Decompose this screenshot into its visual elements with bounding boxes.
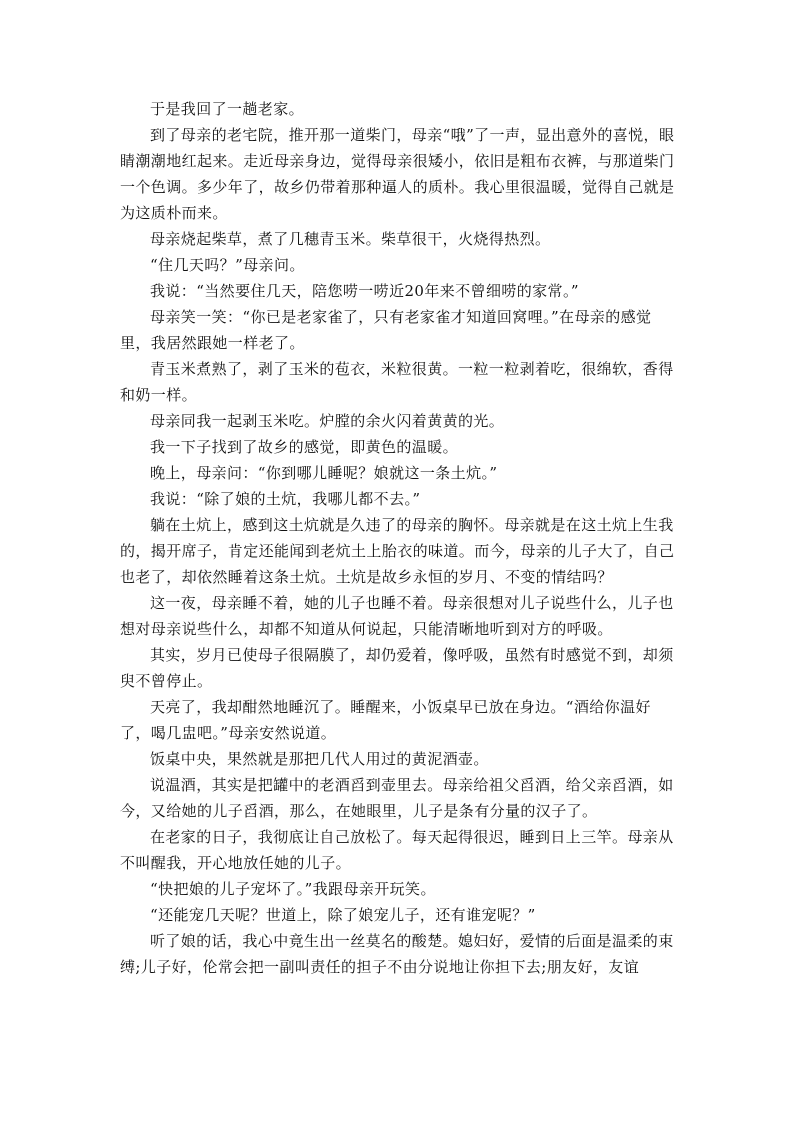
paragraph-15: 天亮了，我却酣然地睡沉了。睡醒来，小饭桌早已放在身边。“酒给你温好了，喝几盅吧。”母亲安然说道。: [120, 698, 651, 742]
paragraph-10: 晚上，母亲问：“你到哪儿睡呢？娘就这一条土炕。”: [150, 464, 498, 482]
paragraph-18: 在老家的日子，我彻底让自己放松了。每天起得很迟，睡到日上三竿。母亲从不叫醒我，开心地放任她的儿子。: [120, 828, 674, 872]
paragraph-20: “还能宠几天呢？世道上，除了娘宠儿子，还有谁宠呢？”: [150, 906, 536, 924]
paragraph-21: 听了娘的话，我心中竟生出一丝莫名的酸楚。媳妇好，爱情的后面是温柔的束缚;儿子好，伦常会把一副叫责任的担子不由分说地让你担下去;朋友好，友谊: [120, 932, 674, 976]
paragraph-13: 这一夜，母亲睡不着，她的儿子也睡不着。母亲很想对儿子说些什么，儿子也想对母亲说些什么，却都不知道从何说起，只能清晰地听到对方的呼吸。: [120, 594, 674, 638]
paragraph-7: 青玉米煮熟了，剥了玉米的苞衣，米粒很黄。一粒一粒剥着吃，很绵软，香得和奶一样。: [120, 360, 674, 404]
paragraph-4: “住几天吗？”母亲问。: [150, 256, 305, 274]
paragraph-3: 母亲烧起柴草，煮了几穗青玉米。柴草很干，火烧得热烈。: [150, 230, 551, 248]
paragraph-9: 我一下子找到了故乡的感觉，即黄色的温暖。: [150, 438, 459, 456]
paragraph-12: 躺在土炕上，感到这土炕就是久违了的母亲的胸怀。母亲就是在这土炕上生我的，揭开席子，肯定还能闻到老炕土上胎衣的味道。而今，母亲的儿子大了，自己也老了，却依然睡着这条土炕。土炕是故乡永恒的岁月、不变的情结吗？: [120, 516, 675, 586]
paragraph-2: 到了母亲的老宅院，推开那一道柴门，母亲“哦”了一声，显出意外的喜悦，眼睛潮潮地红起来。走近母亲身边，觉得母亲很矮小，依旧是粗布衣裤，与那道柴门一个色调。多少年了，故乡仍带着那种逼人的质朴。我心里很温暖，觉得自己就是为这质朴而来。: [120, 126, 675, 222]
paragraph-6: 母亲笑一笑：“你已是老家雀了，只有老家雀才知道回窝哩。”在母亲的感觉里，我居然跟她一样老了。: [120, 308, 652, 352]
article-body: [120, 96, 680, 980]
paragraph-1: 于是我回了一趟老家。: [150, 100, 305, 118]
paragraph-5: 我说：“当然要住几天，陪您唠一唠近20年来不曾细唠的家常。”: [150, 282, 579, 300]
paragraph-11: 我说：“除了娘的土炕，我哪儿都不去。”: [150, 490, 421, 508]
paragraph-8: 母亲同我一起剥玉米吃。炉膛的余火闪着黄黄的光。: [150, 412, 505, 430]
paragraph-14: 其实，岁月已使母子很隔膜了，却仍爱着，像呼吸，虽然有时感觉不到，却须臾不曾停止。: [120, 646, 674, 690]
paragraph-19: “快把娘的儿子宠坏了。”我跟母亲开玩笑。: [150, 880, 436, 898]
paragraph-16: 饭桌中央，果然就是那把几代人用过的黄泥酒壶。: [150, 750, 489, 768]
paragraph-17: 说温酒，其实是把罐中的老酒舀到壶里去。母亲给祖父舀酒，给父亲舀酒，如今，又给她的儿子舀酒，那么，在她眼里，儿子是条有分量的汉子了。: [120, 776, 674, 820]
